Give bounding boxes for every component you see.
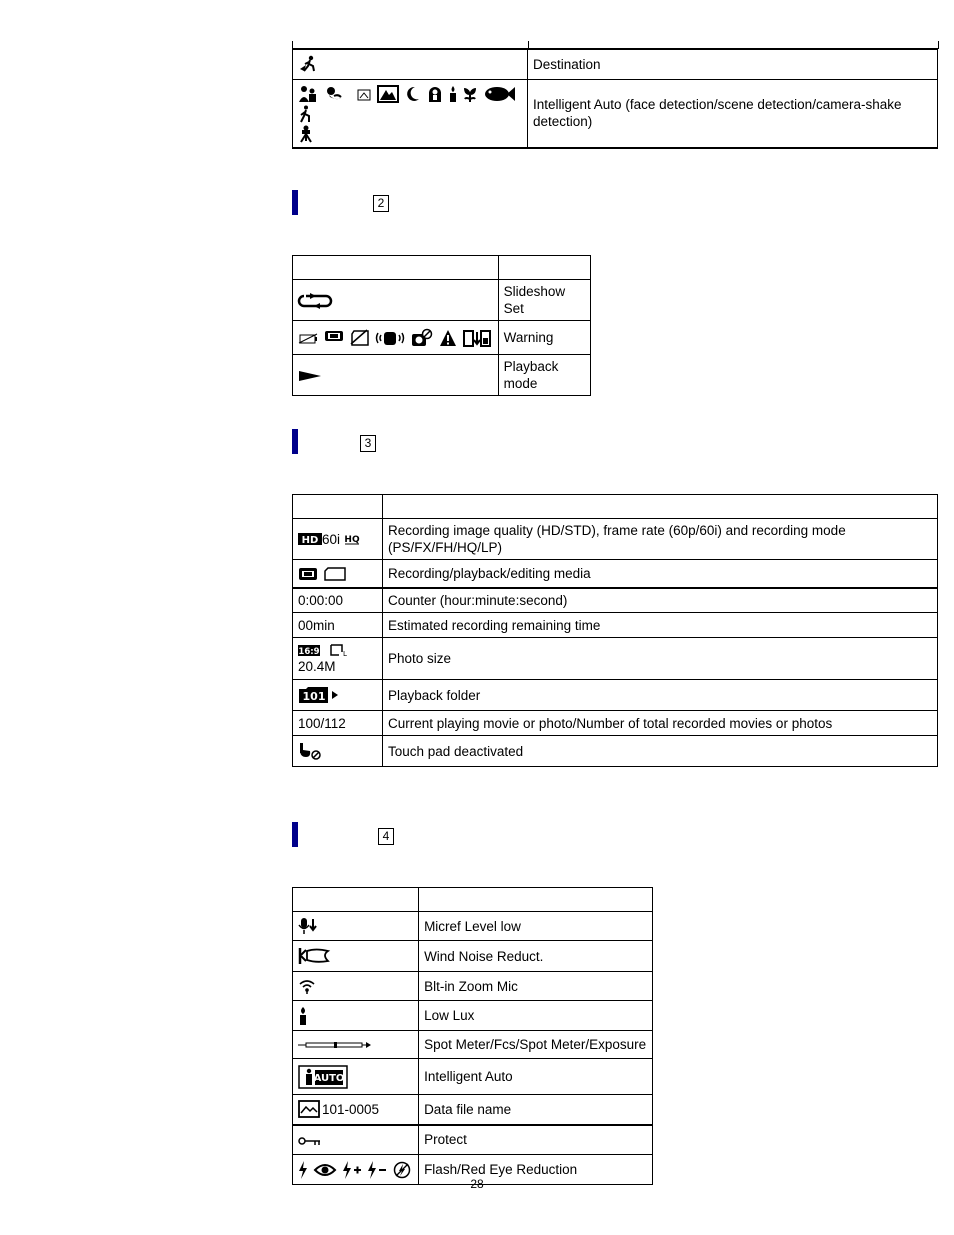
icon-cell [293,1125,419,1155]
row-description: Intelligent Auto [424,1069,513,1084]
photo-size-value: 20.4M [298,659,336,674]
desc-cell [383,680,938,711]
row-description: Flash/Red Eye Reduction [424,1162,578,1177]
row-description: Slideshow Set [503,284,566,316]
row-description: Recording image quality (HD/STD), frame rate (60p/60i) and recording mode (PS/FX/FH/HQ/LP) [388,523,846,555]
section-number-box: 4 [378,828,394,845]
table-row [293,941,653,972]
flash-warning-icon [411,329,433,347]
row-description: Data file name [424,1101,512,1117]
file-name-value: 101-0005 [322,1101,380,1117]
red-eye-icon [314,1162,336,1178]
icon-cell [293,280,499,321]
aspect-16-9-icon [298,644,320,657]
card-warning-icon [350,329,370,347]
row-description: Warning [503,330,554,345]
shake-warning-icon [375,329,405,347]
header-cell-icon [293,495,383,519]
header-cell-desc [419,888,653,912]
row-description: Blt-in Zoom Mic [424,978,518,994]
section-number-box: 3 [360,435,376,452]
tripod-icon [298,125,314,143]
icon-cell [293,638,383,680]
desc-cell [419,912,653,941]
table-row [293,912,653,941]
table-row [293,1031,653,1059]
table-row [293,1059,653,1095]
macro-icon [462,85,478,103]
folder-101-icon [298,686,340,704]
playing-count-value: 100/112 [298,715,346,731]
photo-file-icon [298,1100,320,1118]
desc-cell [419,1001,653,1031]
wind-noise-icon [298,947,330,965]
icon-cell [293,49,528,79]
table-row [293,280,591,321]
low-light-icon [449,85,457,103]
card-full-icon [463,329,491,347]
table-row [293,355,591,396]
desc-cell [383,613,938,638]
desc-cell [419,972,653,1001]
backlight-icon [356,86,372,102]
desc-cell [419,1125,653,1155]
table-row [293,588,938,613]
row-description: Recording/playback/editing media [388,565,591,581]
svg-text:HQ: HQ [344,535,360,546]
row-description: Intelligent Auto (face detection/scene detection/camera-shake detection) [533,97,902,129]
icon-cell [293,560,383,588]
hq-icon [344,532,360,546]
header-cell-desc [498,256,590,280]
table-row [293,1095,653,1125]
icon-cell [293,321,499,355]
header-cell-icon [293,256,499,280]
exposure-slider-icon [298,1040,372,1050]
desc-cell [383,519,938,560]
mic-level-low-icon [298,917,318,935]
table-section-3 [292,494,938,767]
table-section-2 [292,255,591,396]
photo-size-icon [330,643,346,657]
table-row [293,321,591,355]
desc-cell [419,1095,653,1125]
desc-cell [419,941,653,972]
table-row [293,49,938,79]
row-description: Touch pad deactivated [388,743,524,759]
desc-cell [528,49,938,79]
triangle-warning-icon [439,329,457,347]
table-row [293,79,938,148]
row-description: Playback mode [503,359,559,391]
header-cell-icon [293,888,419,912]
section-marker-bar [292,822,298,847]
table-row [293,680,938,711]
svg-text:16:9: 16:9 [298,646,320,657]
table-header-row [293,888,653,912]
desc-cell [383,711,938,736]
table-header-row [293,495,938,519]
row-description: Low Lux [424,1008,475,1023]
desc-cell [498,280,590,321]
desc-cell [419,1031,653,1059]
hd-quality-icon [298,532,322,546]
icon-cell [293,972,419,1001]
fish-icon [484,85,516,103]
icon-cell [293,355,499,396]
desc-cell [498,321,590,355]
svg-text:HD: HD [301,535,319,547]
table-row [293,1001,653,1031]
desc-cell [383,736,938,767]
desc-cell [498,355,590,396]
icon-cell [293,79,528,148]
svg-text:101: 101 [302,690,326,704]
svg-text:L: L [342,650,347,659]
portrait-icon [298,85,318,103]
play-triangle-icon [298,370,322,382]
landscape-icon [377,85,399,103]
table-row [293,711,938,736]
table-row [293,736,938,767]
row-description: Spot Meter/Fcs/Spot Meter/Exposure [424,1037,647,1052]
protect-key-icon [298,1136,322,1146]
text-cell [293,613,383,638]
icon-cell [293,941,419,972]
table-row [293,1125,653,1155]
media-warning-icon [324,329,344,347]
touch-pad-off-icon [298,742,322,760]
intelligent-auto-icon [298,1065,348,1089]
section-marker-bar [292,190,298,215]
walking-icon [298,105,312,123]
row-description: Counter (hour:minute:second) [388,592,568,608]
icon-cell [293,736,383,767]
frame-rate-text: 60i [322,531,341,547]
icon-cell [293,680,383,711]
memory-card-icon [324,566,346,582]
header-cell-desc [383,495,938,519]
icon-cell [293,519,383,560]
desc-cell [383,638,938,680]
table-header-row [293,256,591,280]
zoom-mic-icon [298,979,316,995]
night-scene-icon [405,85,421,103]
row-description: Destination [533,56,601,72]
row-description: Estimated recording remaining time [388,617,601,633]
svg-text:AUTO: AUTO [313,1072,345,1084]
icon-cell [293,1001,419,1031]
desc-cell [383,560,938,588]
section-marker-bar [292,429,298,454]
counter-value: 0:00:00 [298,592,344,608]
spotlight-icon [427,85,443,103]
low-lux-icon [298,1006,308,1026]
remaining-time-value: 00min [298,617,335,633]
desc-cell [528,79,938,148]
table-section-4 [292,887,653,1185]
table-row [293,613,938,638]
icon-cell [293,1059,419,1095]
slideshow-repeat-icon [298,293,332,309]
row-description: Current playing movie or photo/Number of total recorded movies or photos [388,715,833,731]
icon-cell [293,912,419,941]
desc-cell [419,1059,653,1095]
text-cell [293,711,383,736]
row-description: Micref Level low [424,918,521,934]
walking-destination-icon [298,55,318,73]
text-cell [293,588,383,613]
desc-cell [383,588,938,613]
table-row [293,519,938,560]
icon-cell [293,1031,419,1059]
internal-memory-icon [298,566,318,582]
icon-cell [293,1095,419,1125]
section-number-box: 2 [373,195,389,212]
table-row [293,560,938,588]
page-number: 28 [470,1177,484,1191]
table-row [293,638,938,680]
table-icons-continued [292,48,938,149]
battery-warning-icon [298,331,318,345]
table-row [293,972,653,1001]
row-description: Wind Noise Reduct. [424,948,544,964]
row-description: Protect [424,1132,467,1148]
baby-icon [324,85,344,103]
row-description: Photo size [388,651,452,666]
row-description: Playback folder [388,687,481,703]
